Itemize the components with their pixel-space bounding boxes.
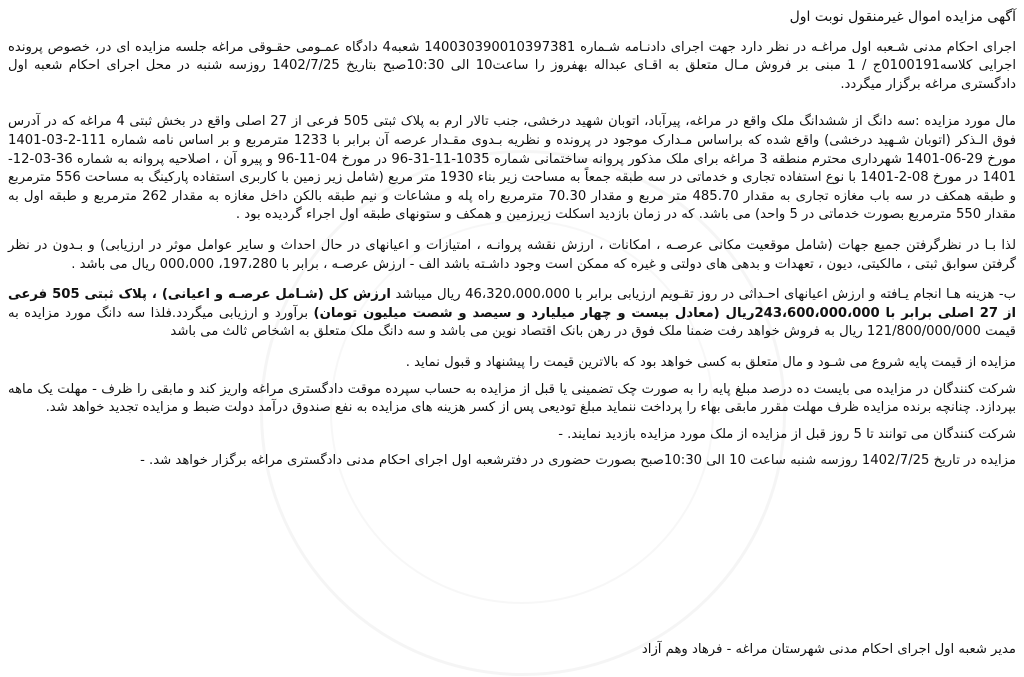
- valuation-b-text: ب- هزینه هـا انجام یـافته و ارزش اعیانهای احـداثی در روز تقـویم ارزیابی برابر با 46،320،000،000 ریال میباشد: [390, 287, 1016, 303]
- valuation-a-paragraph: لذا بـا در نظرگرفتن جمیع جهات (شامل موقعیت مکانی عرصـه ، امکانات ، ارزش نقشه پروانـه ، امتیازات و اعیانهای در حال احداث و سایر عوامل موثر در ارزیابی) و بـدون در نظر گرفتن سوابق ثبتی ، مالکیتی، دیون ، تعهدات و بدهی های دولتی و غیره که ممکن است وجود داشـته باشد الف - ارزش عرصـه ، برابر با 197،280، 000،000 ریال می باشد .: [8, 237, 1016, 272]
- deposit-paragraph: شرکت کنندگان در مزایده می بایست ده درصد مبلغ پایه را به صورت چک تضمینی یا قبل از مزایده به حساب سپرده موقت دادگستری مراغه واریز کند و مابقی را ظرف - مهلت یک ماهه بپردازد. چنانچه برنده مزایده ظرف مهلت مقرر مابقی بهاء را پرداخت ننماید مبلغ تودیعی پس از کسر هزینه های مزایده به نفع صندوق درآمد دولت ضبط و مزایده تجدید خواهد شد.: [8, 381, 1016, 416]
- intro-paragraph: اجرای احکام مدنی شـعبه اول مراغـه در نظر دارد جهت اجرای دادنـامه شـماره 140030390010397381 شعبه4 دادگاه عمـومی حقـوقی مراغه جلسه مزایده ای در، خصوص پرونده اجرایی کلاسه0100191ج / 1 مبنی بر فروش مـال متعلق به اقـای عبداله بهفروز را ساعت10 الی 10:30صبح بتاریخ 1402/7/25 روزسه شنبه در محل اجرای احکام شعبه اول دادگستری مراغه برگزار میگردد.: [8, 39, 1017, 92]
- notice-title: آگهی مزایده اموال غیرمنقول نوبت اول: [789, 9, 1016, 25]
- valuation-b-paragraph: [8, 286, 1016, 342]
- property-paragraph: مال مورد مزایده :سه دانگ از ششدانگ ملک واقع در مراغه، پیرآباد، اتوبان شهید درخشی، جنب تالار ارم به پلاک ثبتی 505 فرعی از 27 اصلی واقع در بخش ثبتی 4 مراغه که در آدرس فوق الـذکر (اتوبان شـهید درخشی) واقع شده که براساس مـدارک موجود در پرونده و نظریه بـدوی مقـدار عرصه آن برابر با 1233 مترمربع و بر اساس نامه شماره 111-2-03-1401 مورخ 29-06-1401 شهرداری محترم منطقه 3 مراغه برای ملک مذکور پروانه ساختمانی شماره 1035-11-31-96 در مورخ 04-11-96 و پیرو آن ، اصلاحیه پروانه به شماره 36-03-12-1401 در مورخ 08-2-1401 با نوع استفاده تجاری و خدماتی در سه طبقه جمعاً به مساحت زیر بناء 1930 متر مربع (شامل زیر زمین با کاربری استفاده پارکینگ به مساحت 556 مترمربع و طبقه همکف در سه باب مغازه تجاری به مقدار 485.70 متر مربع و مقدار 70.30 مترمربع راه پله و مشاعات و نیم طبقه بالکن داخل مغازه به مقدار 262 مترمربع و طبقه اول به مقدار 550 مترمربع بصورت خدماتی در 5 واحد) می باشد. که در زمان بازدید اسکلت زیرزمین و همکف و ستونهای طبقه اول اجراء گردیده بود .: [8, 114, 1017, 223]
- auction-date-paragraph: مزایده در تاریخ 1402/7/25 روزسه شنبه ساعت 10 الی 10:30صبح بصورت حضوری در دفترشعبه اول اجرای احکام مدنی دادگستری مراغه برگزار خواهد شد. -: [140, 453, 1016, 469]
- base-price-paragraph: مزایده از قیمت پایه شروع می شـود و مال متعلق به کسی خواهد بود که بالاترین قیمت را پیشنهاد و قبول نماید .: [405, 354, 1016, 370]
- signature-line: مدیر شعبه اول اجرای احکام مدنی شهرستان مراغه - فرهاد وهم آزاد: [641, 642, 1016, 657]
- total-value-text: ارزش کل (شـامل عرصـه و اعیانی) ، پلاک ثبتی 505 فرعی از 27 اصلی برابر با 243،600،000،000ریال (معادل بیست و چهار میلیارد و سیصد و شصت میلیون تومان): [8, 287, 1016, 321]
- valuation-b-rest: برآورد و ارزیابی میگردد.فلذا سه دانگ مورد مزایده به قیمت 121/800/000/000 ریال به فروش خواهد رفت ضمنا ملک فوق در رهن بانک اقتصاد نوین می باشد و سه دانگ ملک متعلق به اشخاص ثالث می باشد: [8, 305, 1016, 340]
- visit-paragraph: شرکت کنندگان می توانند تا 5 روز قبل از مزایده از ملک مورد مزایده بازدید نمایند. -: [558, 426, 1016, 442]
